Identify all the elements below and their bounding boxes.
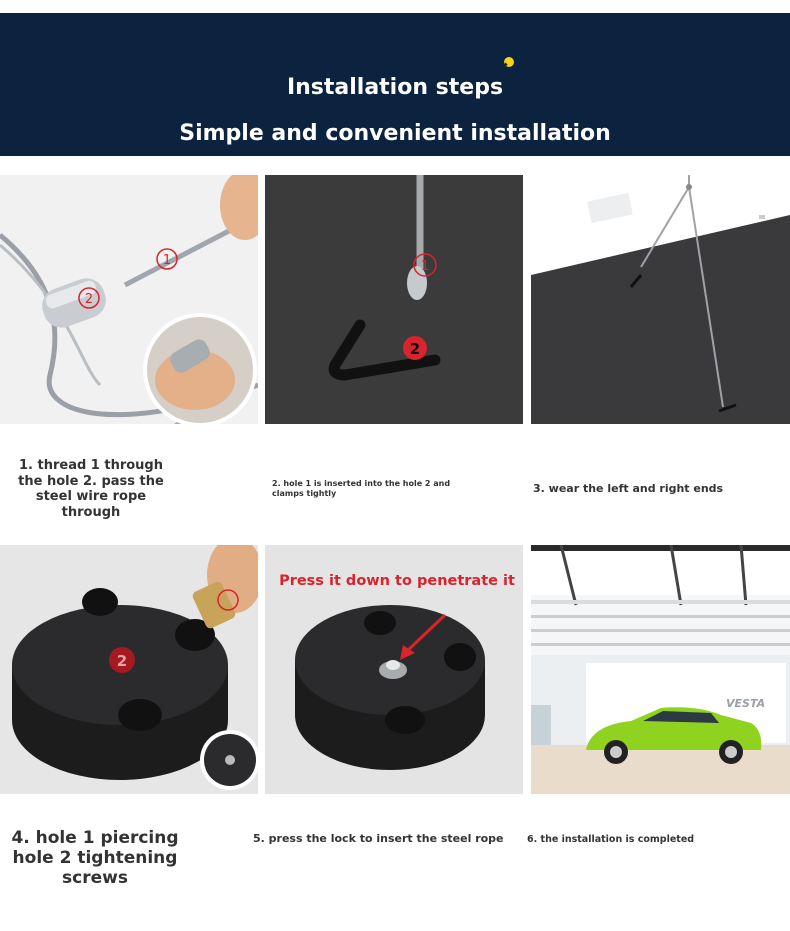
marker-2: 2 [84, 292, 94, 307]
header-banner [0, 13, 790, 156]
showroom-sign: VESTA [726, 697, 766, 710]
bulb-icon [501, 56, 515, 70]
marker-2: 2 [116, 652, 128, 670]
step-5-caption: 5. press the lock to insert the steel rope [253, 832, 504, 845]
step-4-image [0, 545, 258, 794]
step-6-caption: 6. the installation is completed [527, 834, 695, 845]
marker-2: 2 [409, 340, 421, 358]
step-4-caption: 4. hole 1 piercing hole 2 tightening screws [11, 828, 179, 889]
page-title: Installation steps [286, 75, 504, 100]
step-1-image [0, 175, 258, 424]
step-6-image [531, 545, 790, 794]
press-annotation: Press it down to penetrate it [279, 573, 515, 589]
step-2-image [265, 175, 523, 424]
step-5-image [265, 545, 523, 794]
page-subtitle: Simple and convenient installation [179, 121, 611, 146]
step-1-caption: 1. thread 1 through the hole 2. pass the steel wire rope through [18, 458, 164, 520]
marker-1: 1 [420, 259, 430, 274]
marker-1: 1 [162, 253, 172, 268]
step-3-caption: 3. wear the left and right ends [533, 482, 724, 495]
step-3-image [531, 175, 790, 424]
step-2-caption: 2. hole 1 is inserted into the hole 2 and clamps tightly [272, 479, 451, 498]
